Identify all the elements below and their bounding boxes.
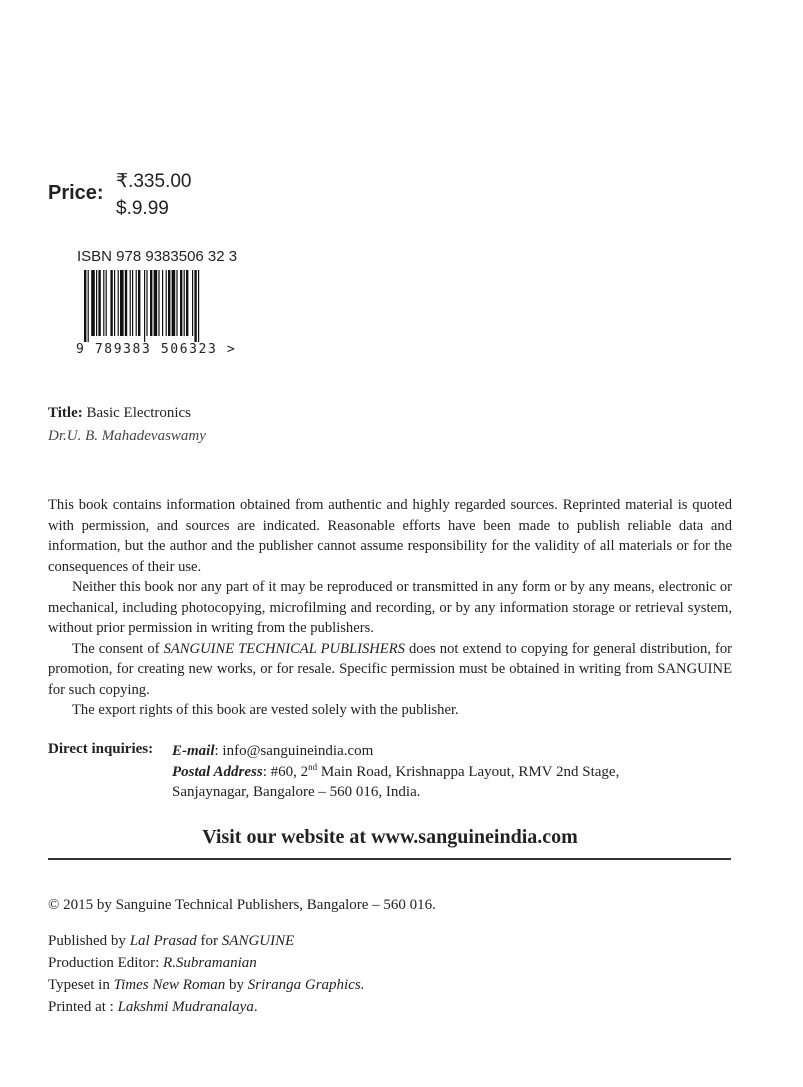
typeset-line xyxy=(48,974,364,996)
printed-line xyxy=(48,996,364,1018)
publisher-person: Lal Prasad xyxy=(129,933,197,949)
book-author: Dr.U. B. Mahadevaswamy xyxy=(48,428,206,444)
notice-paragraph-2: Neither this book nor any part of it may be reproduced or transmitted in any form or by any means, electronic or mechanical, including photocopying, microfilming and recording, or by any information storage or retrieval system, without prior permission in writing from the publishers. xyxy=(48,579,732,636)
credits-block xyxy=(48,930,364,1018)
typesetter-name: Sriranga Graphics. xyxy=(247,977,365,993)
editor-prefix: Production Editor: xyxy=(48,955,163,971)
postal-part-b: Main Road, Krishnappa Layout, RMV 2nd Stage, xyxy=(317,763,620,780)
inquiries-block xyxy=(172,741,732,803)
notice-paragraph-1: This book contains information obtained from authentic and highly regarded sources. Reprinted material is quoted with permission, and sources are indicated. Reasonable efforts have been made to publish reliable data and information, but the author and the publisher cannot assume responsibility for the validity of all materials or for the consequences of their use. xyxy=(48,497,732,575)
barcode-digits: 9 789383 506323 > xyxy=(76,342,237,357)
divider xyxy=(48,858,731,860)
notice-p3-publisher: SANGUINE TECHNICAL PUBLISHERS xyxy=(163,640,405,657)
postal-sup: nd xyxy=(308,761,318,772)
price-label: Price: xyxy=(48,182,104,204)
price-rupee: ₹.335.00 xyxy=(116,171,192,192)
printed-suffix: . xyxy=(253,999,258,1015)
postal-label: Postal Address xyxy=(172,763,263,780)
published-line xyxy=(48,930,364,952)
printer-name: Lakshmi Mudranalaya xyxy=(117,999,254,1015)
notice-p3-start: The consent of xyxy=(72,640,164,657)
published-mid: for xyxy=(196,933,222,949)
title-label: Title: xyxy=(48,405,83,421)
price-dollar: $.9.99 xyxy=(116,198,169,219)
barcode-icon xyxy=(84,270,242,342)
isbn-text: ISBN 978 9383506 32 3 xyxy=(77,248,238,265)
editor-name: R.Subramanian xyxy=(163,955,257,971)
typeface-name: Times New Roman xyxy=(113,977,226,993)
notice-paragraph-3 xyxy=(48,639,732,701)
printed-prefix: Printed at : xyxy=(48,999,118,1015)
postal-line-2: Sanjaynagar, Bangalore – 560 016, India. xyxy=(172,784,421,800)
email-line xyxy=(172,741,732,762)
copyright-line: © 2015 by Sanguine Technical Publishers, Bangalore – 560 016. xyxy=(48,897,436,913)
postal-part-a: : #60, 2 xyxy=(262,763,309,780)
email-label: E-mail xyxy=(172,743,215,759)
publisher-name: SANGUINE xyxy=(221,933,295,949)
inquiries-label: Direct inquiries: xyxy=(48,741,154,757)
editor-line xyxy=(48,952,364,974)
book-title: Basic Electronics xyxy=(86,405,192,421)
notice-p3-end: does not extend to copying for general distribution, for promotion, for creating new works, or for resale. Specific permission must be obtained in writing from SANGUINE for such copying. xyxy=(48,640,732,698)
published-prefix: Published by xyxy=(48,933,130,949)
book-title-line xyxy=(48,405,191,422)
postal-line-1 xyxy=(172,762,732,783)
legal-notice xyxy=(48,495,732,721)
typeset-prefix: Typeset in xyxy=(48,977,114,993)
email-value: : info@sanguineindia.com xyxy=(214,743,374,759)
website-banner: Visit our website at www.sanguineindia.com xyxy=(202,826,578,848)
notice-paragraph-4: The export rights of this book are vested solely with the publisher. xyxy=(72,702,459,718)
typeset-mid: by xyxy=(225,977,248,993)
